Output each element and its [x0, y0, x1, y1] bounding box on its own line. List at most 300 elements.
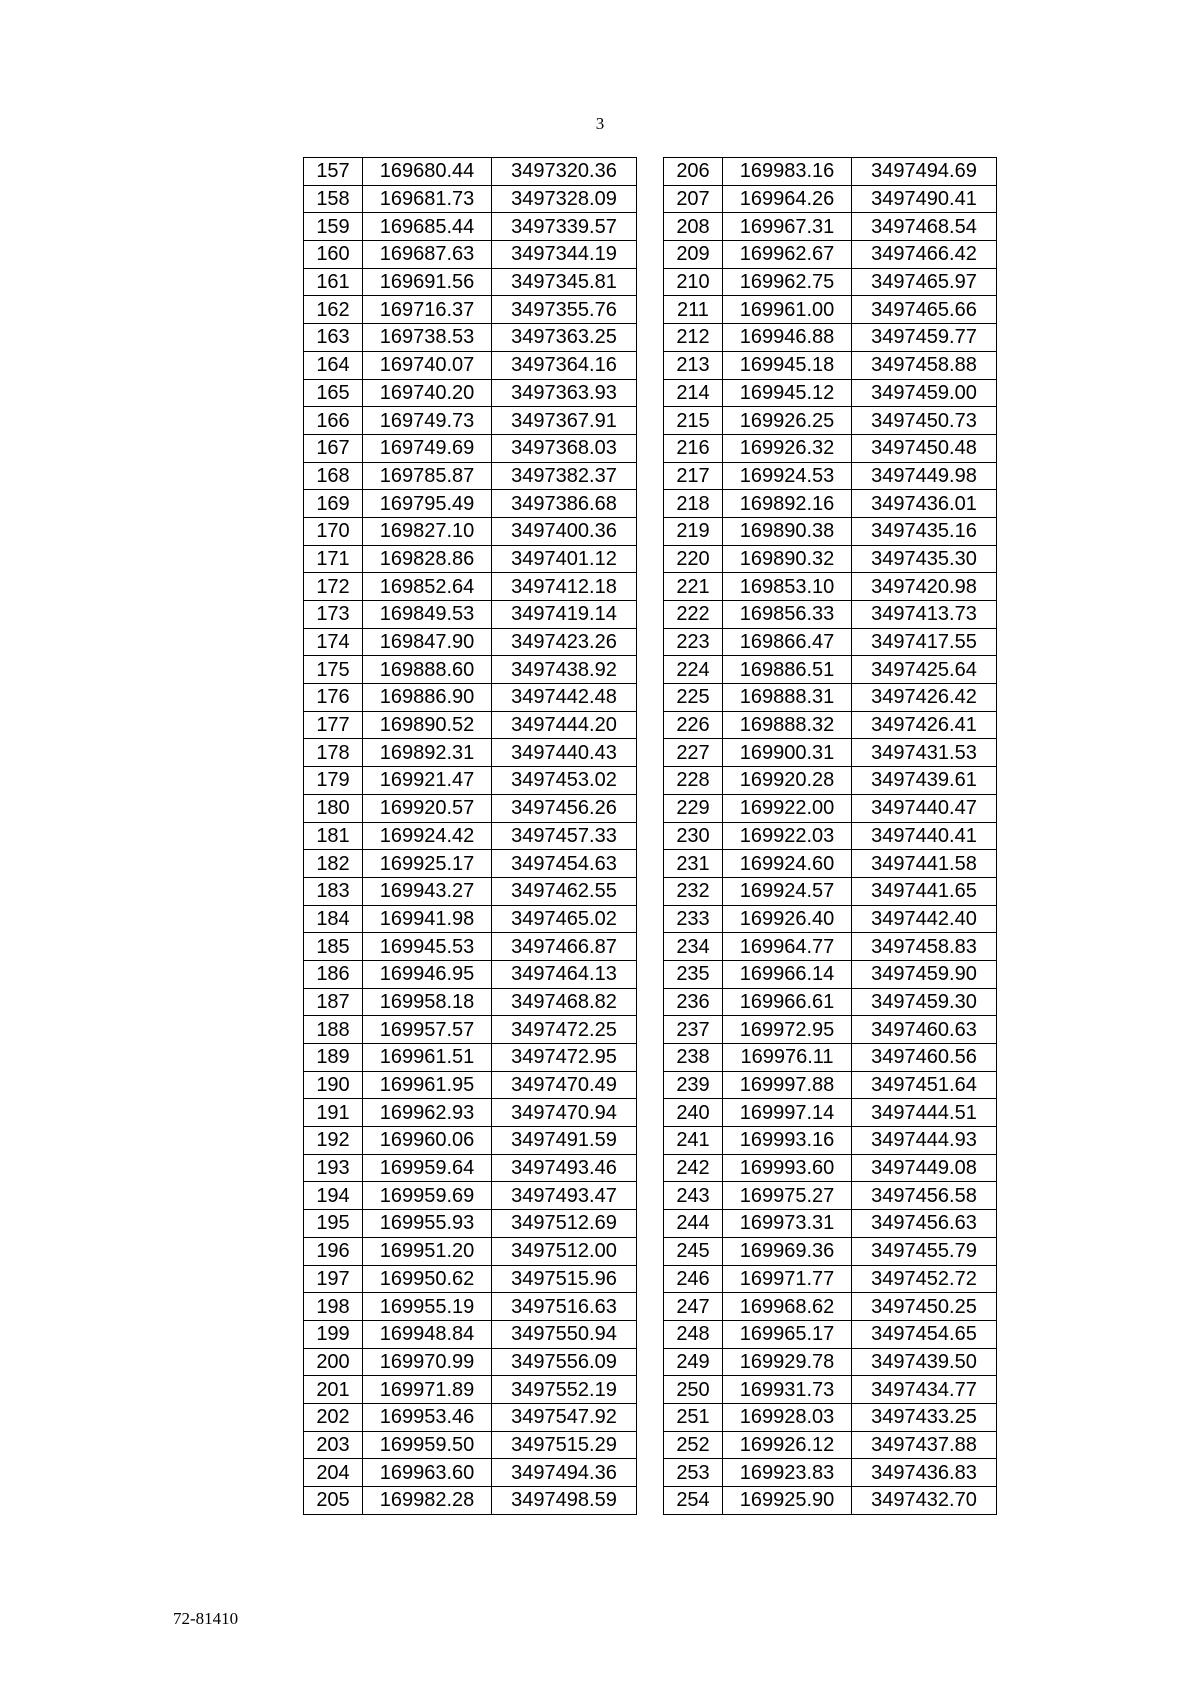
table-row [304, 1127, 637, 1155]
y-coordinate-cell: 3497452.72 [852, 1265, 997, 1293]
point-number-cell: 167 [304, 434, 363, 462]
point-number-cell: 173 [304, 601, 363, 629]
y-coordinate-cell: 3497460.56 [852, 1044, 997, 1072]
point-number-cell: 242 [664, 1154, 723, 1182]
point-number-cell: 210 [664, 268, 723, 296]
y-coordinate-cell: 3497515.96 [492, 1265, 637, 1293]
x-coordinate-cell: 169970.99 [363, 1348, 492, 1376]
table-row [664, 767, 997, 795]
y-coordinate-cell: 3497368.03 [492, 434, 637, 462]
y-coordinate-cell: 3497423.26 [492, 628, 637, 656]
point-number-cell: 237 [664, 1016, 723, 1044]
table-row [664, 1376, 997, 1404]
x-coordinate-cell: 169972.95 [723, 1016, 852, 1044]
point-number-cell: 214 [664, 379, 723, 407]
table-row [304, 1154, 637, 1182]
x-coordinate-cell: 169958.18 [363, 988, 492, 1016]
x-coordinate-cell: 169959.69 [363, 1182, 492, 1210]
y-coordinate-cell: 3497450.48 [852, 434, 997, 462]
y-coordinate-cell: 3497516.63 [492, 1293, 637, 1321]
y-coordinate-cell: 3497459.77 [852, 324, 997, 352]
x-coordinate-cell: 169945.12 [723, 379, 852, 407]
y-coordinate-cell: 3497454.63 [492, 850, 637, 878]
point-number-cell: 193 [304, 1154, 363, 1182]
table-row [304, 185, 637, 213]
table-row [664, 241, 997, 269]
table-row [664, 850, 997, 878]
x-coordinate-cell: 169795.49 [363, 490, 492, 518]
y-coordinate-cell: 3497436.83 [852, 1459, 997, 1487]
table-row [664, 933, 997, 961]
table-row [664, 545, 997, 573]
table-row [664, 1044, 997, 1072]
table-row [304, 296, 637, 324]
x-coordinate-cell: 169967.31 [723, 213, 852, 241]
point-number-cell: 162 [304, 296, 363, 324]
x-coordinate-cell: 169853.10 [723, 573, 852, 601]
y-coordinate-cell: 3497490.41 [852, 185, 997, 213]
x-coordinate-cell: 169925.17 [363, 850, 492, 878]
y-coordinate-cell: 3497437.88 [852, 1431, 997, 1459]
table-row [664, 1210, 997, 1238]
point-number-cell: 252 [664, 1431, 723, 1459]
x-coordinate-cell: 169929.78 [723, 1348, 852, 1376]
y-coordinate-cell: 3497363.25 [492, 324, 637, 352]
table-row [304, 1210, 637, 1238]
coordinates-table-right [663, 157, 997, 1515]
x-coordinate-cell: 169922.00 [723, 794, 852, 822]
x-coordinate-cell: 169965.17 [723, 1320, 852, 1348]
y-coordinate-cell: 3497444.93 [852, 1127, 997, 1155]
table-row [664, 1293, 997, 1321]
y-coordinate-cell: 3497459.00 [852, 379, 997, 407]
point-number-cell: 216 [664, 434, 723, 462]
point-number-cell: 169 [304, 490, 363, 518]
y-coordinate-cell: 3497450.73 [852, 407, 997, 435]
y-coordinate-cell: 3497453.02 [492, 767, 637, 795]
y-coordinate-cell: 3497426.42 [852, 684, 997, 712]
point-number-cell: 236 [664, 988, 723, 1016]
y-coordinate-cell: 3497465.02 [492, 905, 637, 933]
x-coordinate-cell: 169921.47 [363, 767, 492, 795]
point-number-cell: 206 [664, 158, 723, 186]
table-row [304, 351, 637, 379]
y-coordinate-cell: 3497434.77 [852, 1376, 997, 1404]
y-coordinate-cell: 3497462.55 [492, 877, 637, 905]
point-number-cell: 180 [304, 794, 363, 822]
x-coordinate-cell: 169962.93 [363, 1099, 492, 1127]
x-coordinate-cell: 169961.00 [723, 296, 852, 324]
x-coordinate-cell: 169925.90 [723, 1487, 852, 1515]
table-row [304, 988, 637, 1016]
y-coordinate-cell: 3497441.65 [852, 877, 997, 905]
x-coordinate-cell: 169926.32 [723, 434, 852, 462]
table-row [664, 1320, 997, 1348]
point-number-cell: 184 [304, 905, 363, 933]
x-coordinate-cell: 169953.46 [363, 1403, 492, 1431]
y-coordinate-cell: 3497432.70 [852, 1487, 997, 1515]
x-coordinate-cell: 169849.53 [363, 601, 492, 629]
y-coordinate-cell: 3497363.93 [492, 379, 637, 407]
point-number-cell: 250 [664, 1376, 723, 1404]
point-number-cell: 197 [304, 1265, 363, 1293]
x-coordinate-cell: 169975.27 [723, 1182, 852, 1210]
y-coordinate-cell: 3497382.37 [492, 462, 637, 490]
table-row [664, 1071, 997, 1099]
x-coordinate-cell: 169924.53 [723, 462, 852, 490]
point-number-cell: 244 [664, 1210, 723, 1238]
point-number-cell: 202 [304, 1403, 363, 1431]
x-coordinate-cell: 169749.69 [363, 434, 492, 462]
x-coordinate-cell: 169993.16 [723, 1127, 852, 1155]
table-row [304, 767, 637, 795]
table-row [304, 462, 637, 490]
y-coordinate-cell: 3497328.09 [492, 185, 637, 213]
point-number-cell: 240 [664, 1099, 723, 1127]
table-row [664, 960, 997, 988]
point-number-cell: 205 [304, 1487, 363, 1515]
footer-document-code: 72-81410 [173, 1609, 239, 1628]
table-row [304, 711, 637, 739]
x-coordinate-cell: 169959.64 [363, 1154, 492, 1182]
y-coordinate-cell: 3497556.09 [492, 1348, 637, 1376]
point-number-cell: 212 [664, 324, 723, 352]
x-coordinate-cell: 169971.89 [363, 1376, 492, 1404]
table-row [304, 1487, 637, 1515]
point-number-cell: 218 [664, 490, 723, 518]
y-coordinate-cell: 3497449.08 [852, 1154, 997, 1182]
point-number-cell: 243 [664, 1182, 723, 1210]
y-coordinate-cell: 3497515.29 [492, 1431, 637, 1459]
table-row [304, 684, 637, 712]
coordinates-table-left-body [304, 158, 637, 1515]
y-coordinate-cell: 3497465.66 [852, 296, 997, 324]
table-row [664, 822, 997, 850]
y-coordinate-cell: 3497442.40 [852, 905, 997, 933]
y-coordinate-cell: 3497435.30 [852, 545, 997, 573]
y-coordinate-cell: 3497355.76 [492, 296, 637, 324]
x-coordinate-cell: 169886.90 [363, 684, 492, 712]
point-number-cell: 190 [304, 1071, 363, 1099]
x-coordinate-cell: 169687.63 [363, 241, 492, 269]
x-coordinate-cell: 169866.47 [723, 628, 852, 656]
x-coordinate-cell: 169941.98 [363, 905, 492, 933]
table-row [304, 1265, 637, 1293]
y-coordinate-cell: 3497440.41 [852, 822, 997, 850]
point-number-cell: 164 [304, 351, 363, 379]
x-coordinate-cell: 169931.73 [723, 1376, 852, 1404]
table-row [304, 407, 637, 435]
table-row [304, 324, 637, 352]
table-row [664, 573, 997, 601]
table-row [304, 933, 637, 961]
y-coordinate-cell: 3497441.58 [852, 850, 997, 878]
x-coordinate-cell: 169892.16 [723, 490, 852, 518]
table-row [664, 601, 997, 629]
y-coordinate-cell: 3497550.94 [492, 1320, 637, 1348]
x-coordinate-cell: 169960.06 [363, 1127, 492, 1155]
point-number-cell: 157 [304, 158, 363, 186]
table-row [304, 490, 637, 518]
point-number-cell: 177 [304, 711, 363, 739]
y-coordinate-cell: 3497426.41 [852, 711, 997, 739]
point-number-cell: 161 [304, 268, 363, 296]
y-coordinate-cell: 3497435.16 [852, 517, 997, 545]
table-row [304, 1348, 637, 1376]
table-row [664, 1154, 997, 1182]
y-coordinate-cell: 3497449.98 [852, 462, 997, 490]
x-coordinate-cell: 169957.57 [363, 1016, 492, 1044]
table-row [664, 490, 997, 518]
y-coordinate-cell: 3497456.58 [852, 1182, 997, 1210]
point-number-cell: 179 [304, 767, 363, 795]
x-coordinate-cell: 169926.25 [723, 407, 852, 435]
point-number-cell: 166 [304, 407, 363, 435]
table-row [664, 324, 997, 352]
table-row [304, 1016, 637, 1044]
y-coordinate-cell: 3497400.36 [492, 517, 637, 545]
page-number: 3 [595, 114, 605, 133]
point-number-cell: 245 [664, 1237, 723, 1265]
y-coordinate-cell: 3497465.97 [852, 268, 997, 296]
point-number-cell: 254 [664, 1487, 723, 1515]
point-number-cell: 241 [664, 1127, 723, 1155]
x-coordinate-cell: 169685.44 [363, 213, 492, 241]
point-number-cell: 195 [304, 1210, 363, 1238]
x-coordinate-cell: 169964.77 [723, 933, 852, 961]
point-number-cell: 246 [664, 1265, 723, 1293]
y-coordinate-cell: 3497420.98 [852, 573, 997, 601]
x-coordinate-cell: 169680.44 [363, 158, 492, 186]
table-row [304, 1431, 637, 1459]
y-coordinate-cell: 3497367.91 [492, 407, 637, 435]
table-row [664, 296, 997, 324]
y-coordinate-cell: 3497458.83 [852, 933, 997, 961]
y-coordinate-cell: 3497466.87 [492, 933, 637, 961]
x-coordinate-cell: 169828.86 [363, 545, 492, 573]
table-row [304, 739, 637, 767]
table-row [664, 1099, 997, 1127]
table-row [664, 1182, 997, 1210]
x-coordinate-cell: 169976.11 [723, 1044, 852, 1072]
x-coordinate-cell: 169973.31 [723, 1210, 852, 1238]
x-coordinate-cell: 169681.73 [363, 185, 492, 213]
y-coordinate-cell: 3497450.25 [852, 1293, 997, 1321]
y-coordinate-cell: 3497512.00 [492, 1237, 637, 1265]
coordinates-table-left [303, 157, 637, 1515]
x-coordinate-cell: 169968.62 [723, 1293, 852, 1321]
y-coordinate-cell: 3497547.92 [492, 1403, 637, 1431]
point-number-cell: 159 [304, 213, 363, 241]
point-number-cell: 170 [304, 517, 363, 545]
x-coordinate-cell: 169945.18 [723, 351, 852, 379]
point-number-cell: 175 [304, 656, 363, 684]
y-coordinate-cell: 3497417.55 [852, 628, 997, 656]
table-row [304, 573, 637, 601]
y-coordinate-cell: 3497464.13 [492, 960, 637, 988]
y-coordinate-cell: 3497459.30 [852, 988, 997, 1016]
y-coordinate-cell: 3497444.51 [852, 1099, 997, 1127]
table-row [304, 601, 637, 629]
x-coordinate-cell: 169962.67 [723, 241, 852, 269]
point-number-cell: 223 [664, 628, 723, 656]
x-coordinate-cell: 169890.38 [723, 517, 852, 545]
point-number-cell: 227 [664, 739, 723, 767]
y-coordinate-cell: 3497512.69 [492, 1210, 637, 1238]
table-row [304, 158, 637, 186]
point-number-cell: 172 [304, 573, 363, 601]
point-number-cell: 215 [664, 407, 723, 435]
y-coordinate-cell: 3497494.69 [852, 158, 997, 186]
y-coordinate-cell: 3497493.47 [492, 1182, 637, 1210]
table-row [664, 877, 997, 905]
table-row [304, 1459, 637, 1487]
point-number-cell: 165 [304, 379, 363, 407]
point-number-cell: 229 [664, 794, 723, 822]
x-coordinate-cell: 169847.90 [363, 628, 492, 656]
x-coordinate-cell: 169950.62 [363, 1265, 492, 1293]
x-coordinate-cell: 169740.20 [363, 379, 492, 407]
table-row [664, 517, 997, 545]
table-row [664, 656, 997, 684]
table-row [664, 1403, 997, 1431]
x-coordinate-cell: 169888.60 [363, 656, 492, 684]
x-coordinate-cell: 169716.37 [363, 296, 492, 324]
table-row [664, 988, 997, 1016]
x-coordinate-cell: 169966.61 [723, 988, 852, 1016]
table-row [664, 158, 997, 186]
table-row [304, 822, 637, 850]
point-number-cell: 171 [304, 545, 363, 573]
table-row [304, 545, 637, 573]
y-coordinate-cell: 3497339.57 [492, 213, 637, 241]
y-coordinate-cell: 3497491.59 [492, 1127, 637, 1155]
table-row [304, 656, 637, 684]
point-number-cell: 163 [304, 324, 363, 352]
point-number-cell: 233 [664, 905, 723, 933]
y-coordinate-cell: 3497466.42 [852, 241, 997, 269]
y-coordinate-cell: 3497442.48 [492, 684, 637, 712]
table-row [664, 1016, 997, 1044]
table-row [304, 1293, 637, 1321]
y-coordinate-cell: 3497454.65 [852, 1320, 997, 1348]
x-coordinate-cell: 169983.16 [723, 158, 852, 186]
point-number-cell: 192 [304, 1127, 363, 1155]
point-number-cell: 188 [304, 1016, 363, 1044]
point-number-cell: 249 [664, 1348, 723, 1376]
x-coordinate-cell: 169749.73 [363, 407, 492, 435]
point-number-cell: 238 [664, 1044, 723, 1072]
y-coordinate-cell: 3497438.92 [492, 656, 637, 684]
y-coordinate-cell: 3497431.53 [852, 739, 997, 767]
table-row [664, 1431, 997, 1459]
x-coordinate-cell: 169922.03 [723, 822, 852, 850]
table-row [664, 794, 997, 822]
x-coordinate-cell: 169740.07 [363, 351, 492, 379]
point-number-cell: 204 [304, 1459, 363, 1487]
table-row [664, 379, 997, 407]
x-coordinate-cell: 169961.95 [363, 1071, 492, 1099]
point-number-cell: 224 [664, 656, 723, 684]
table-row [304, 1320, 637, 1348]
y-coordinate-cell: 3497460.63 [852, 1016, 997, 1044]
point-number-cell: 231 [664, 850, 723, 878]
table-row [664, 628, 997, 656]
x-coordinate-cell: 169959.50 [363, 1431, 492, 1459]
x-coordinate-cell: 169982.28 [363, 1487, 492, 1515]
table-row [664, 462, 997, 490]
x-coordinate-cell: 169946.95 [363, 960, 492, 988]
x-coordinate-cell: 169924.42 [363, 822, 492, 850]
x-coordinate-cell: 169890.52 [363, 711, 492, 739]
x-coordinate-cell: 169924.57 [723, 877, 852, 905]
table-row [664, 351, 997, 379]
y-coordinate-cell: 3497472.25 [492, 1016, 637, 1044]
point-number-cell: 219 [664, 517, 723, 545]
point-number-cell: 174 [304, 628, 363, 656]
x-coordinate-cell: 169943.27 [363, 877, 492, 905]
table-row [304, 850, 637, 878]
point-number-cell: 235 [664, 960, 723, 988]
x-coordinate-cell: 169886.51 [723, 656, 852, 684]
table-row [664, 711, 997, 739]
point-number-cell: 239 [664, 1071, 723, 1099]
y-coordinate-cell: 3497468.54 [852, 213, 997, 241]
table-row [304, 213, 637, 241]
y-coordinate-cell: 3497439.61 [852, 767, 997, 795]
point-number-cell: 208 [664, 213, 723, 241]
y-coordinate-cell: 3497493.46 [492, 1154, 637, 1182]
y-coordinate-cell: 3497494.36 [492, 1459, 637, 1487]
x-coordinate-cell: 169900.31 [723, 739, 852, 767]
point-number-cell: 160 [304, 241, 363, 269]
y-coordinate-cell: 3497412.18 [492, 573, 637, 601]
table-row [664, 407, 997, 435]
x-coordinate-cell: 169827.10 [363, 517, 492, 545]
point-number-cell: 251 [664, 1403, 723, 1431]
point-number-cell: 183 [304, 877, 363, 905]
y-coordinate-cell: 3497440.47 [852, 794, 997, 822]
y-coordinate-cell: 3497498.59 [492, 1487, 637, 1515]
table-row [664, 684, 997, 712]
table-row [304, 1403, 637, 1431]
x-coordinate-cell: 169963.60 [363, 1459, 492, 1487]
x-coordinate-cell: 169785.87 [363, 462, 492, 490]
table-row [664, 1265, 997, 1293]
point-number-cell: 186 [304, 960, 363, 988]
table-row [304, 905, 637, 933]
y-coordinate-cell: 3497433.25 [852, 1403, 997, 1431]
table-row [664, 213, 997, 241]
table-row [664, 185, 997, 213]
table-row [664, 1237, 997, 1265]
point-number-cell: 182 [304, 850, 363, 878]
table-row [304, 877, 637, 905]
point-number-cell: 232 [664, 877, 723, 905]
y-coordinate-cell: 3497459.90 [852, 960, 997, 988]
y-coordinate-cell: 3497344.19 [492, 241, 637, 269]
point-number-cell: 187 [304, 988, 363, 1016]
table-row [304, 1182, 637, 1210]
x-coordinate-cell: 169966.14 [723, 960, 852, 988]
point-number-cell: 230 [664, 822, 723, 850]
x-coordinate-cell: 169856.33 [723, 601, 852, 629]
x-coordinate-cell: 169890.32 [723, 545, 852, 573]
table-row [304, 379, 637, 407]
table-row [664, 905, 997, 933]
point-number-cell: 221 [664, 573, 723, 601]
y-coordinate-cell: 3497472.95 [492, 1044, 637, 1072]
